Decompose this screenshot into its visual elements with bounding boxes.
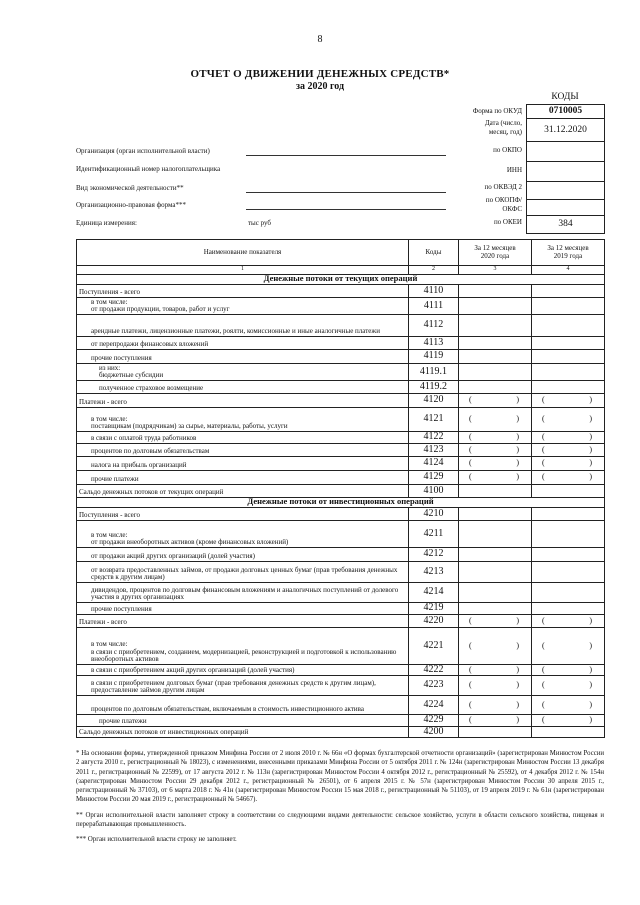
table-row bbox=[77, 602, 605, 614]
table-row bbox=[77, 627, 605, 664]
paren-open: ( bbox=[542, 699, 545, 709]
legal-form-label: Организационно-правовая форма*** bbox=[76, 201, 187, 209]
row-label bbox=[77, 484, 409, 497]
row-label-text: процентов по долговым обязательствам, включаемым в стоимость инвестиционного актива bbox=[91, 705, 364, 713]
row-code: 4119 bbox=[409, 349, 459, 363]
row-label bbox=[77, 407, 409, 431]
row-label-text: в связи с приобретением долговых бумаг (прав требования денежных средств к другим лицам), предоставление займов другим лицам bbox=[91, 678, 376, 694]
row-value-2020 bbox=[459, 520, 532, 547]
paren-close: ) bbox=[589, 680, 592, 690]
row-value-2019 bbox=[532, 380, 605, 393]
unit-label: Единица измерения: bbox=[76, 219, 137, 227]
section-invest-ops: Денежные потоки от инвестиционных операций bbox=[77, 497, 605, 507]
row-code: 4129 bbox=[409, 470, 459, 484]
report-period: за 2020 год bbox=[295, 81, 345, 92]
row-value-2020 bbox=[459, 363, 532, 380]
table-row bbox=[77, 547, 605, 561]
row-label bbox=[77, 284, 409, 297]
row-label bbox=[77, 582, 409, 602]
row-code: 4119.2 bbox=[409, 380, 459, 393]
row-value-2020 bbox=[459, 349, 532, 363]
paren-open: ( bbox=[542, 414, 545, 424]
codes-header: КОДЫ bbox=[551, 92, 579, 102]
table-row bbox=[77, 520, 605, 547]
row-label bbox=[77, 664, 409, 675]
col-2019-header: За 12 месяцев 2019 года bbox=[532, 240, 605, 266]
row-code: 4110 bbox=[409, 284, 459, 297]
row-value-2019 bbox=[532, 695, 605, 714]
okei-code: 384 bbox=[558, 219, 573, 229]
row-code: 4210 bbox=[409, 507, 459, 520]
row-code: 4221 bbox=[409, 627, 459, 664]
row-label-text: прочие платежи bbox=[91, 475, 139, 483]
row-value-2020 bbox=[459, 726, 532, 737]
table-row bbox=[77, 363, 605, 380]
paren-close: ) bbox=[589, 615, 592, 625]
row-label-subtext: от продажи продукции, товаров, работ и услуг bbox=[91, 305, 230, 313]
row-label bbox=[77, 695, 409, 714]
paren-close: ) bbox=[516, 680, 519, 690]
row-value-2020 bbox=[459, 393, 532, 407]
row-value-2020 bbox=[459, 602, 532, 614]
row-value-2019 bbox=[532, 456, 605, 470]
unit-value: тыс руб bbox=[248, 219, 271, 227]
row-value-2020 bbox=[459, 380, 532, 393]
date-value: 31.12.2020 bbox=[527, 119, 604, 142]
table-row bbox=[77, 443, 605, 456]
paren-close: ) bbox=[516, 664, 519, 674]
row-label bbox=[77, 380, 409, 393]
row-label-text: из них: bbox=[99, 363, 121, 372]
table-row bbox=[77, 407, 605, 431]
row-code: 4122 bbox=[409, 431, 459, 443]
codes-box bbox=[526, 104, 605, 234]
org-line bbox=[246, 155, 446, 156]
row-code: 4214 bbox=[409, 582, 459, 602]
paren-close: ) bbox=[589, 664, 592, 674]
paren-close: ) bbox=[516, 615, 519, 625]
row-label bbox=[77, 602, 409, 614]
row-value-2020 bbox=[459, 284, 532, 297]
paren-open: ( bbox=[469, 664, 472, 674]
col-num-3: 3 bbox=[459, 266, 532, 275]
row-value-2020 bbox=[459, 431, 532, 443]
col-2020-header: За 12 месяцев 2020 года bbox=[459, 240, 532, 266]
row-label bbox=[77, 547, 409, 561]
okved-code bbox=[527, 182, 604, 200]
paren-open: ( bbox=[469, 640, 472, 650]
row-value-2020 bbox=[459, 470, 532, 484]
row-label-text: Поступления - всего bbox=[79, 288, 140, 296]
okei-label: по ОКЕИ bbox=[493, 218, 522, 226]
row-code: 4100 bbox=[409, 484, 459, 497]
row-value-2019 bbox=[532, 284, 605, 297]
row-code: 4219 bbox=[409, 602, 459, 614]
row-label-text: от продажи акций других организаций (долей участия) bbox=[91, 552, 255, 560]
row-code: 4119.1 bbox=[409, 363, 459, 380]
col-name-header: Наименование показателя bbox=[77, 240, 409, 266]
footnote-3: *** Орган исполнительной власти строку не заполняет. bbox=[76, 836, 237, 844]
date-label-1: Дата (число, bbox=[484, 119, 522, 127]
table-row bbox=[77, 314, 605, 336]
report-title: ОТЧЕТ О ДВИЖЕНИИ ДЕНЕЖНЫХ СРЕДСТВ* bbox=[190, 68, 450, 80]
paren-close: ) bbox=[516, 472, 519, 482]
row-label-text: от возврата предоставленных займов, от продажи долговых ценных бумаг (прав требования денежных средств к другим лицам) bbox=[91, 565, 398, 581]
row-value-2019 bbox=[532, 614, 605, 627]
paren-open: ( bbox=[469, 458, 472, 468]
section-row bbox=[77, 497, 605, 507]
row-code: 4112 bbox=[409, 314, 459, 336]
footnote-2: ** Орган исполнительной власти заполняет строку в соответствии со следующими видами деятельности: сельское хозяйство, услуги в области сельского хозяйства, пищевая и перерабатывающая промышленность. bbox=[76, 811, 604, 829]
row-value-2019 bbox=[532, 561, 605, 582]
paren-open: ( bbox=[469, 680, 472, 690]
row-label bbox=[77, 431, 409, 443]
row-code: 4212 bbox=[409, 547, 459, 561]
org-label: Организация (орган исполнительной власти) bbox=[76, 147, 210, 155]
row-code: 4124 bbox=[409, 456, 459, 470]
column-number-row bbox=[77, 266, 605, 275]
paren-close: ) bbox=[516, 444, 519, 454]
row-label-text: Сальдо денежных потоков от инвестиционных операций bbox=[79, 728, 249, 736]
row-value-2019 bbox=[532, 297, 605, 314]
row-label-text: от перепродажи финансовых вложений bbox=[91, 340, 209, 348]
row-label bbox=[77, 336, 409, 349]
row-label-text: дивидендов, процентов по долговым финансовым вложениям и аналогичных поступлений от долевого участия в других организациях bbox=[91, 585, 399, 601]
row-value-2020 bbox=[459, 695, 532, 714]
paren-open: ( bbox=[542, 395, 545, 405]
paren-open: ( bbox=[542, 432, 545, 442]
paren-close: ) bbox=[516, 699, 519, 709]
row-code: 4121 bbox=[409, 407, 459, 431]
inn-full-label: Идентификационный номер налогоплательщика bbox=[76, 165, 221, 173]
row-value-2019 bbox=[532, 664, 605, 675]
row-value-2019 bbox=[532, 336, 605, 349]
paren-close: ) bbox=[516, 458, 519, 468]
paren-open: ( bbox=[542, 444, 545, 454]
row-code: 4229 bbox=[409, 714, 459, 726]
row-label bbox=[77, 520, 409, 547]
row-label-text: прочие платежи bbox=[99, 717, 147, 725]
table-row bbox=[77, 714, 605, 726]
row-value-2019 bbox=[532, 363, 605, 380]
okud-code: 0710005 bbox=[527, 105, 604, 119]
date-label-2: месяц, год) bbox=[488, 128, 522, 136]
row-code: 4222 bbox=[409, 664, 459, 675]
footnotes bbox=[76, 749, 604, 851]
row-label bbox=[77, 456, 409, 470]
paren-close: ) bbox=[516, 414, 519, 424]
row-value-2020 bbox=[459, 714, 532, 726]
activity-label: Вид экономической деятельности** bbox=[76, 184, 184, 192]
okpo-code bbox=[527, 142, 604, 162]
row-label-text: в том числе: bbox=[91, 414, 128, 423]
row-label bbox=[77, 726, 409, 737]
row-value-2020 bbox=[459, 664, 532, 675]
activity-line bbox=[246, 192, 446, 193]
row-label-text: в связи с оплатой труда работников bbox=[91, 434, 197, 442]
paren-open: ( bbox=[542, 640, 545, 650]
row-value-2019 bbox=[532, 349, 605, 363]
row-value-2020 bbox=[459, 407, 532, 431]
row-code: 4111 bbox=[409, 297, 459, 314]
row-value-2019 bbox=[532, 582, 605, 602]
okved-label: по ОКВЭД 2 bbox=[484, 183, 522, 191]
row-value-2020 bbox=[459, 314, 532, 336]
table-row bbox=[77, 675, 605, 695]
row-value-2020 bbox=[459, 484, 532, 497]
row-label-text: процентов по долговым обязательствам bbox=[91, 447, 210, 455]
row-label-text: прочие поступления bbox=[91, 605, 152, 613]
okopf-code bbox=[527, 200, 604, 216]
row-value-2019 bbox=[532, 393, 605, 407]
paren-close: ) bbox=[589, 432, 592, 442]
legal-form-line bbox=[246, 209, 446, 210]
paren-close: ) bbox=[589, 458, 592, 468]
row-label bbox=[77, 314, 409, 336]
paren-open: ( bbox=[542, 664, 545, 674]
row-code: 4213 bbox=[409, 561, 459, 582]
row-value-2020 bbox=[459, 614, 532, 627]
paren-close: ) bbox=[589, 472, 592, 482]
row-value-2020 bbox=[459, 443, 532, 456]
row-label-text: налога на прибыль организаций bbox=[91, 461, 187, 469]
table-row bbox=[77, 336, 605, 349]
row-value-2020 bbox=[459, 582, 532, 602]
row-value-2020 bbox=[459, 547, 532, 561]
row-value-2020 bbox=[459, 336, 532, 349]
row-code: 4113 bbox=[409, 336, 459, 349]
paren-open: ( bbox=[542, 472, 545, 482]
paren-close: ) bbox=[516, 432, 519, 442]
col-code-header: Коды bbox=[409, 240, 459, 266]
row-label-text: прочие поступления bbox=[91, 354, 152, 362]
paren-open: ( bbox=[469, 432, 472, 442]
table-row bbox=[77, 507, 605, 520]
row-value-2020 bbox=[459, 675, 532, 695]
paren-open: ( bbox=[469, 414, 472, 424]
table-row bbox=[77, 664, 605, 675]
row-label bbox=[77, 363, 409, 380]
row-label bbox=[77, 561, 409, 582]
paren-close: ) bbox=[589, 640, 592, 650]
row-label-text: Платежи - всего bbox=[79, 618, 127, 626]
row-label bbox=[77, 443, 409, 456]
row-label-text: в том числе: bbox=[91, 530, 128, 539]
row-label bbox=[77, 393, 409, 407]
row-label-text: в том числе: bbox=[91, 640, 128, 648]
row-label bbox=[77, 297, 409, 314]
row-label bbox=[77, 627, 409, 664]
row-label-subtext: бюджетные субсидии bbox=[99, 371, 164, 379]
row-value-2020 bbox=[459, 456, 532, 470]
row-value-2019 bbox=[532, 470, 605, 484]
row-label-text: в том числе: bbox=[91, 297, 128, 306]
table-row bbox=[77, 456, 605, 470]
section-current-ops: Денежные потоки от текущих операций bbox=[77, 274, 605, 284]
okopf-label-1: по ОКОПФ/ bbox=[485, 196, 522, 204]
row-label-text: полученное страховое возмещение bbox=[99, 384, 204, 392]
row-label bbox=[77, 714, 409, 726]
paren-open: ( bbox=[469, 472, 472, 482]
col-num-4: 4 bbox=[532, 266, 605, 275]
row-value-2020 bbox=[459, 507, 532, 520]
row-label-text: в связи с приобретением акций других организаций (долей участия) bbox=[91, 666, 295, 674]
row-value-2019 bbox=[532, 484, 605, 497]
row-value-2020 bbox=[459, 561, 532, 582]
okopf-label-2: ОКФС bbox=[502, 205, 522, 213]
table-row bbox=[77, 484, 605, 497]
table-row bbox=[77, 431, 605, 443]
table-row bbox=[77, 582, 605, 602]
col-num-1: 1 bbox=[77, 266, 409, 275]
paren-open: ( bbox=[469, 395, 472, 405]
paren-open: ( bbox=[542, 680, 545, 690]
row-label-text: Платежи - всего bbox=[79, 398, 127, 406]
table-row bbox=[77, 297, 605, 314]
row-value-2019 bbox=[532, 627, 605, 664]
cash-flow-table bbox=[76, 239, 605, 738]
paren-open: ( bbox=[469, 715, 472, 725]
page-number: 8 bbox=[317, 34, 323, 45]
row-value-2019 bbox=[532, 407, 605, 431]
paren-close: ) bbox=[589, 715, 592, 725]
paren-open: ( bbox=[542, 458, 545, 468]
row-code: 4200 bbox=[409, 726, 459, 737]
row-value-2019 bbox=[532, 547, 605, 561]
row-label bbox=[77, 349, 409, 363]
row-label-subtext: в связи с приобретением, созданием, модернизацией, реконструкцией и подготовкой к использованию внеоборотных активов bbox=[91, 647, 397, 663]
paren-open: ( bbox=[469, 615, 472, 625]
okpo-label: по ОКПО bbox=[493, 146, 522, 154]
paren-close: ) bbox=[589, 444, 592, 454]
row-label-text: арендные платежи, лицензионные платежи, роялти, комиссионные и иные аналогичные платежи bbox=[91, 327, 380, 335]
okud-label: Форма по ОКУД bbox=[472, 107, 522, 115]
row-label-subtext: от продажи внеоборотных активов (кроме финансовых вложений) bbox=[91, 538, 289, 546]
row-label bbox=[77, 675, 409, 695]
paren-open: ( bbox=[469, 444, 472, 454]
footnote-1: * На основании формы, утвержденной приказом Минфина России от 2 июля 2010 г. № 66н «О формах бухгалтерской отчетности организаций» (зарегистрирован Минюстом России 2 августа 2010 г., регистрационный № 18023), с изменениями, внесенными приказами Минфина России от 5 октября 2011 г. № 124н (зарегистрирован Минюстом России 13 декабря 2011 г., регистрационный № 22599), от 17 августа 2012 г. № 113н (зарегистрирован Минюстом России 4 октября 2012 г., регистрационный № 25592), от 4 декабря 2012 г. № 154н (зарегистрирован Минюстом России 29 декабря 2012 г., регистрационный № 26501), от 6 апреля 2015 г. № 57н (зарегистрирован Минюстом России 30 апреля 2015 г., регистрационный № 37103), от 6 марта 2018 г. № 41н (зарегистрирован Минюстом России 15 мая 2018 г., регистрационный № 51103), от 19 апреля 2019 г. № 61н (зарегистрирован Минюстом России 20 мая 2019 г., регистрационный № 54667). bbox=[76, 750, 604, 804]
row-value-2019 bbox=[532, 602, 605, 614]
paren-close: ) bbox=[516, 640, 519, 650]
table-row bbox=[77, 284, 605, 297]
table-row bbox=[77, 726, 605, 737]
row-label-text: Сальдо денежных потоков от текущих операций bbox=[79, 488, 224, 496]
row-value-2020 bbox=[459, 627, 532, 664]
table-row bbox=[77, 393, 605, 407]
table-row bbox=[77, 470, 605, 484]
paren-open: ( bbox=[542, 615, 545, 625]
row-code: 4220 bbox=[409, 614, 459, 627]
table-header-row bbox=[77, 240, 605, 266]
row-value-2019 bbox=[532, 314, 605, 336]
row-label bbox=[77, 507, 409, 520]
paren-close: ) bbox=[516, 715, 519, 725]
row-code: 4120 bbox=[409, 393, 459, 407]
row-value-2019 bbox=[532, 726, 605, 737]
row-code: 4123 bbox=[409, 443, 459, 456]
row-value-2019 bbox=[532, 507, 605, 520]
row-value-2019 bbox=[532, 675, 605, 695]
table-row bbox=[77, 349, 605, 363]
row-label-subtext: поставщикам (подрядчикам) за сырье, материалы, работы, услуги bbox=[91, 422, 288, 430]
inn-label: ИНН bbox=[506, 166, 522, 174]
paren-close: ) bbox=[589, 414, 592, 424]
row-value-2020 bbox=[459, 297, 532, 314]
paren-close: ) bbox=[589, 699, 592, 709]
row-label bbox=[77, 614, 409, 627]
paren-close: ) bbox=[516, 395, 519, 405]
inn-code bbox=[527, 162, 604, 182]
row-code: 4211 bbox=[409, 520, 459, 547]
table-row bbox=[77, 614, 605, 627]
row-value-2019 bbox=[532, 431, 605, 443]
table-row bbox=[77, 695, 605, 714]
row-value-2019 bbox=[532, 520, 605, 547]
col-num-2: 2 bbox=[409, 266, 459, 275]
row-value-2019 bbox=[532, 714, 605, 726]
row-code: 4223 bbox=[409, 675, 459, 695]
paren-open: ( bbox=[542, 715, 545, 725]
table-row bbox=[77, 380, 605, 393]
paren-open: ( bbox=[469, 699, 472, 709]
paren-close: ) bbox=[589, 395, 592, 405]
row-label bbox=[77, 470, 409, 484]
row-value-2019 bbox=[532, 443, 605, 456]
table-row bbox=[77, 561, 605, 582]
row-code: 4224 bbox=[409, 695, 459, 714]
row-label-text: Поступления - всего bbox=[79, 511, 140, 519]
section-row bbox=[77, 274, 605, 284]
